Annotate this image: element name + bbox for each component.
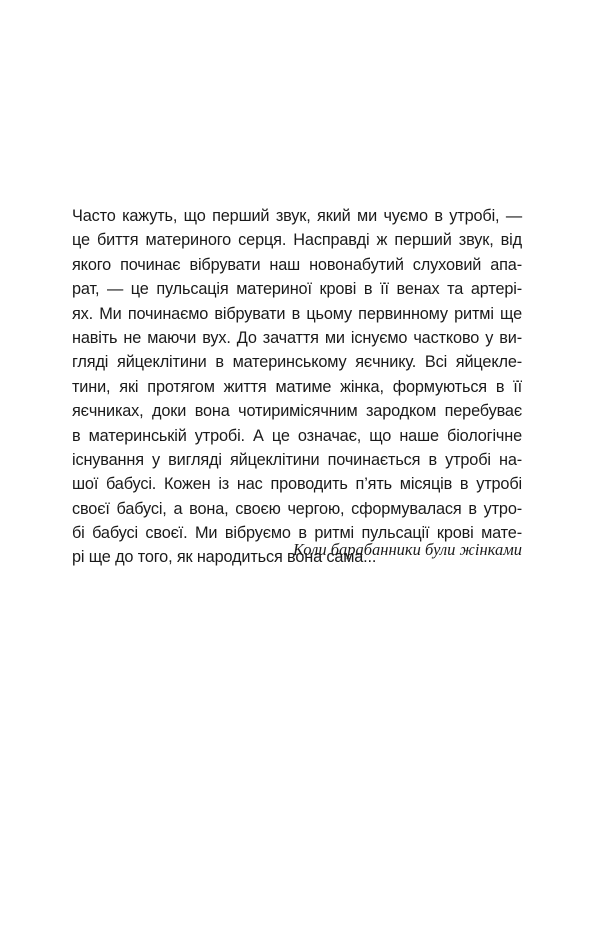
epigraph-line: своєї бабусі, а вона, своєю чергою, сформувалася в утро- (72, 499, 522, 518)
epigraph-source: Коли барабанники були жінками (292, 540, 522, 559)
epigraph-line: шої бабусі. Кожен із нас проводить п’ять місяців в утробі (72, 475, 522, 494)
epigraph-line: ях. Ми починаємо вібрувати в цьому первинному ритмі ще (72, 304, 522, 323)
epigraph-line: бі бабусі своєї. Ми вібруємо в ритмі пульсації крові мате- (72, 524, 522, 543)
epigraph-line: це биття материного серця. Насправді ж перший звук, від (72, 231, 522, 250)
epigraph-line: рат, — це пульсація материної крові в її венах та артері- (72, 280, 522, 299)
epigraph-line: Часто кажуть, що перший звук, який ми чуємо в утробі, — (72, 207, 522, 225)
epigraph-line: гляді яйцеклітини в материнському яєчнику. Всі яйцекле- (72, 353, 522, 372)
epigraph-line: яєчниках, доки вона чотиримісячним зародком перебуває (72, 402, 522, 421)
epigraph-line: тини, які протягом життя матиме жінка, формуються в її (72, 377, 522, 396)
epigraph-line: рі ще до того, як народиться вона сама... (72, 548, 377, 567)
epigraph-line: існування у вигляді яйцеклітини починається в утробі на- (72, 450, 522, 469)
epigraph-line: якого починає вібрувати наш новонабутий слуховий апа- (72, 255, 522, 274)
epigraph-line: навіть не маючи вух. До зачаття ми існуємо частково у ви- (72, 328, 522, 347)
epigraph-text (72, 204, 522, 570)
epigraph-line: в материнській утробі. А це означає, що наше біологічне (72, 426, 522, 445)
